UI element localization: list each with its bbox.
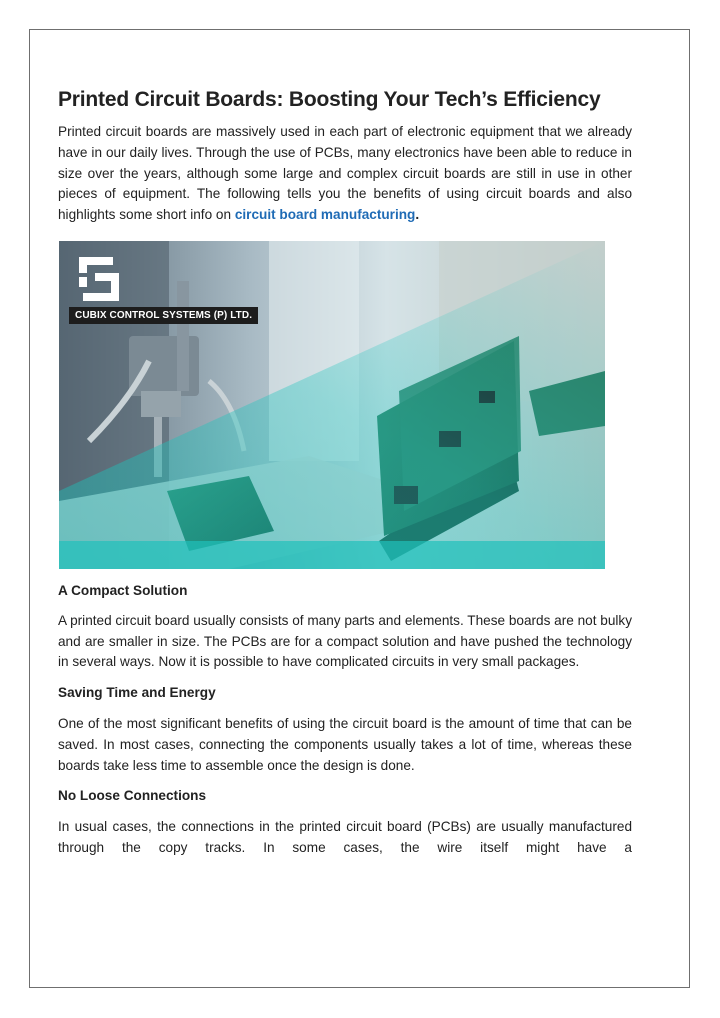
section-heading: A Compact Solution [58, 582, 188, 598]
pcb-manufacturing-image [59, 241, 605, 569]
section-body: In usual cases, the connections in the printed circuit board (PCBs) are usually manufactured through the copy tracks. In some cases, the wire itself might have a [58, 819, 632, 855]
section-body: One of the most significant benefits of using the circuit board is the amount of time that can be saved. In most cases, connecting the components usually takes a lot of time, whereas these boards take less time to assemble once the design is done. [58, 715, 632, 773]
company-logo [69, 253, 129, 310]
cubix-logo-icon [69, 253, 129, 305]
section-saving-time [58, 683, 632, 776]
section-heading: No Loose Connections [58, 788, 207, 804]
intro-paragraph [58, 122, 632, 226]
section-body: A printed circuit board usually consists of many parts and elements. These boards are not bulky and are smaller in size. The PCBs are for a compact solution and have pushed the technology in several ways. Now it is possible to have complicated circuits in very small packages. [58, 612, 633, 670]
pcb-scene-illustration [59, 241, 605, 569]
intro-text: Printed circuit boards are massively used in each part of electronic equipment that we already have in our daily lives. Through the use of PCBs, many electronics have been able to reduce in size over the years, although some large and complex circuit boards are still in use in other pieces of equipment. The following tells you the benefits of using circuit boards and also highlights some short info on [58, 124, 632, 223]
section-heading: Saving Time and Energy [58, 685, 216, 701]
intro-end: . [415, 207, 420, 223]
section-no-loose-connections [58, 786, 632, 858]
article-title: Printed Circuit Boards: Boosting Your Tech’s Efficiency [58, 88, 601, 111]
circuit-board-manufacturing-link[interactable]: circuit board manufacturing [234, 207, 416, 223]
company-logo-text: CUBIX CONTROL SYSTEMS (P) LTD. [69, 307, 258, 324]
article [58, 88, 632, 859]
section-compact-solution [58, 581, 632, 673]
